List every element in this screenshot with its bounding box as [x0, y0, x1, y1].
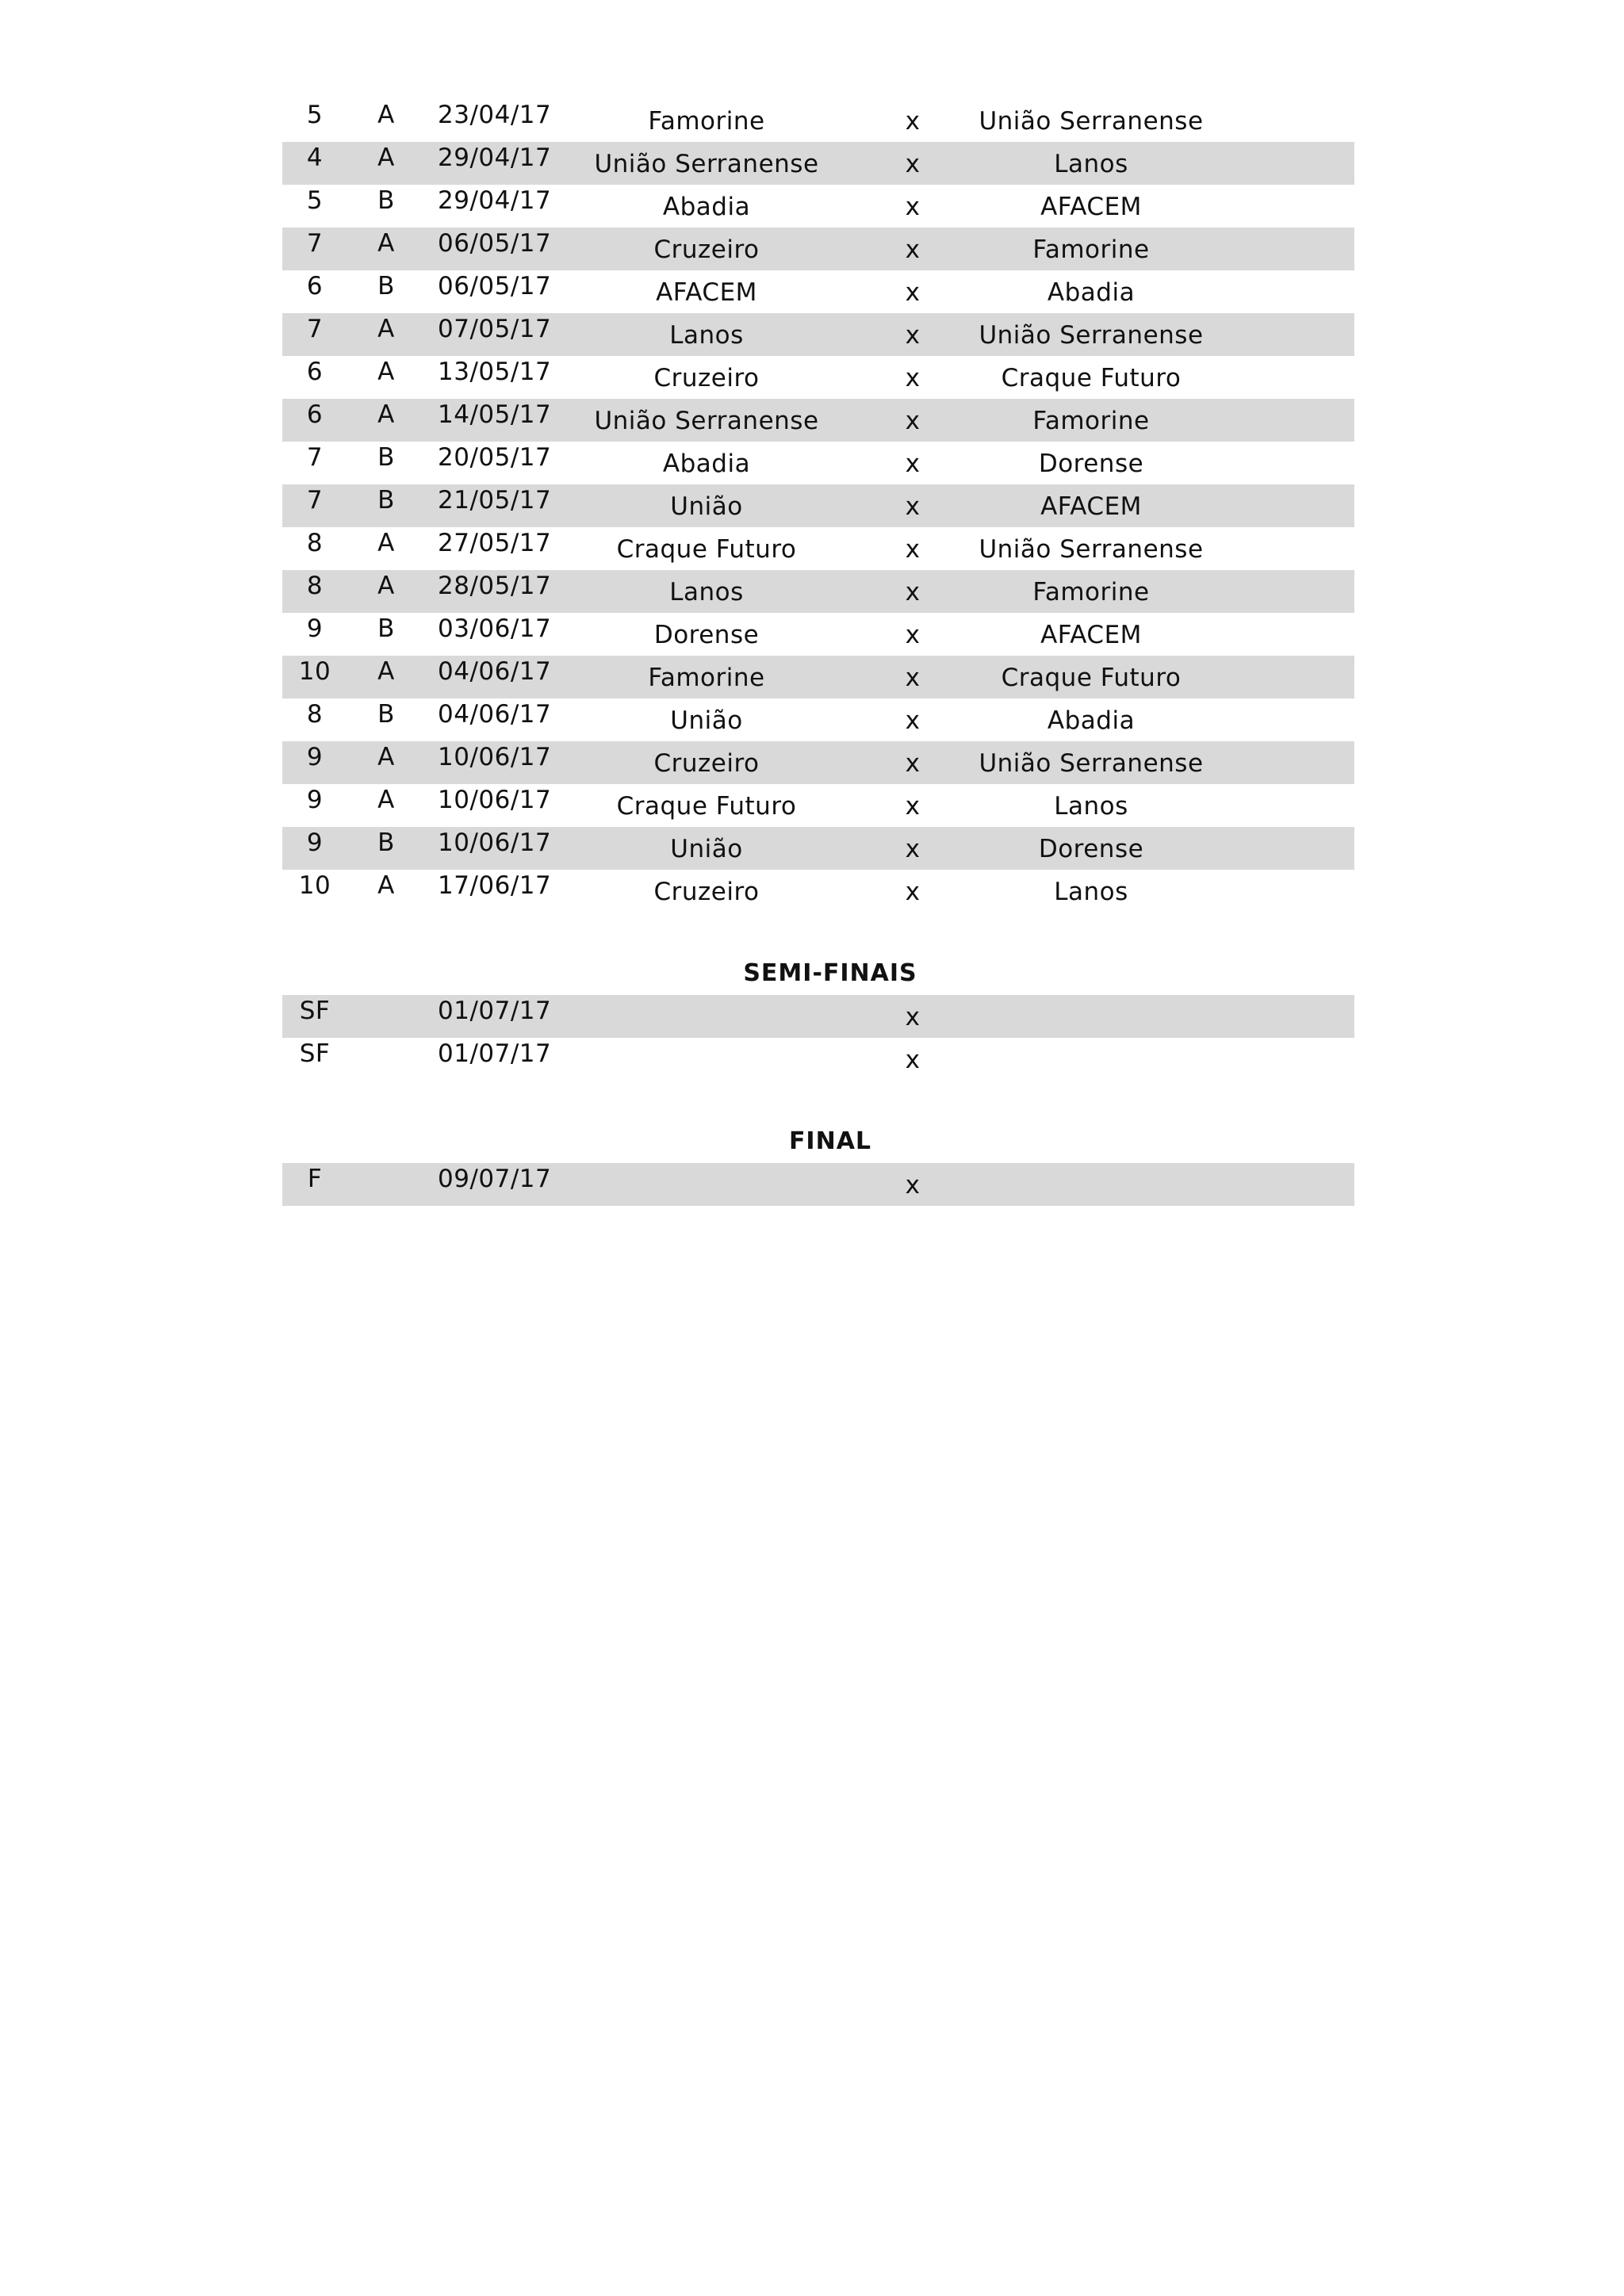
table-row — [282, 442, 1354, 484]
versus-cell: x — [905, 749, 921, 778]
date-cell: 09/07/17 — [438, 1165, 552, 1193]
home-team-cell: Cruzeiro — [653, 749, 760, 778]
round-cell: 7 — [306, 229, 324, 258]
table-row — [282, 185, 1354, 228]
final-title: FINAL — [788, 1127, 872, 1155]
date-cell: 10/06/17 — [438, 786, 552, 814]
home-team-cell: Cruzeiro — [653, 235, 760, 264]
date-cell: 13/05/17 — [438, 358, 552, 386]
table-row — [282, 142, 1354, 185]
home-team-cell: União — [670, 835, 743, 863]
date-cell: 06/05/17 — [438, 229, 552, 258]
round-cell: 7 — [306, 443, 324, 472]
table-row — [282, 698, 1354, 741]
away-team-cell: Dorense — [1038, 835, 1144, 863]
group-cell: A — [377, 358, 395, 386]
round-cell: 8 — [306, 700, 324, 729]
table-row — [282, 356, 1354, 399]
semifinals-title: SEMI-FINAIS — [743, 959, 917, 987]
away-team-cell: União Serranense — [979, 321, 1204, 350]
date-cell: 10/06/17 — [438, 743, 552, 771]
versus-cell: x — [905, 878, 921, 906]
table-row — [282, 1163, 1354, 1206]
round-cell: 6 — [306, 358, 324, 386]
versus-cell: x — [905, 407, 921, 435]
versus-cell: x — [905, 621, 921, 649]
versus-cell: x — [905, 835, 921, 863]
round-cell: 5 — [306, 101, 324, 129]
date-cell: 01/07/17 — [438, 1039, 552, 1068]
schedule-sheet — [282, 99, 1354, 1206]
date-cell: 21/05/17 — [438, 486, 552, 515]
versus-cell: x — [905, 450, 921, 478]
away-team-cell: Famorine — [1032, 235, 1150, 264]
table-row — [282, 1038, 1354, 1081]
versus-cell: x — [905, 278, 921, 307]
group-matches-table — [282, 99, 1354, 913]
date-cell: 17/06/17 — [438, 871, 552, 900]
round-cell: 9 — [306, 828, 324, 857]
group-cell: A — [377, 572, 395, 600]
round-cell: 7 — [306, 486, 324, 515]
group-cell: B — [377, 186, 395, 215]
table-row — [282, 827, 1354, 870]
table-row — [282, 570, 1354, 613]
home-team-cell: Craque Futuro — [616, 792, 797, 821]
home-team-cell: AFACEM — [656, 278, 757, 307]
round-cell: 8 — [306, 572, 324, 600]
date-cell: 03/06/17 — [438, 614, 552, 643]
table-row — [282, 784, 1354, 827]
date-cell: 23/04/17 — [438, 101, 552, 129]
versus-cell: x — [905, 193, 921, 221]
group-cell: B — [377, 614, 395, 643]
home-team-cell: União — [670, 492, 743, 521]
versus-cell: x — [905, 235, 921, 264]
home-team-cell: Cruzeiro — [653, 878, 760, 906]
group-cell: B — [377, 828, 395, 857]
away-team-cell: União Serranense — [979, 749, 1204, 778]
table-row — [282, 656, 1354, 698]
home-team-cell: Famorine — [648, 107, 765, 136]
date-cell: 06/05/17 — [438, 272, 552, 300]
away-team-cell: Abadia — [1047, 278, 1136, 307]
group-cell: B — [377, 700, 395, 729]
round-cell: SF — [299, 1039, 331, 1068]
group-cell: B — [377, 486, 395, 515]
away-team-cell: Lanos — [1054, 878, 1128, 906]
home-team-cell: Abadia — [662, 193, 751, 221]
versus-cell: x — [905, 535, 921, 564]
versus-cell: x — [905, 492, 921, 521]
date-cell: 20/05/17 — [438, 443, 552, 472]
away-team-cell: União Serranense — [979, 535, 1204, 564]
versus-cell: x — [905, 792, 921, 821]
versus-cell: x — [905, 321, 921, 350]
table-row — [282, 399, 1354, 442]
round-cell: 9 — [306, 743, 324, 771]
date-cell: 29/04/17 — [438, 144, 552, 172]
away-team-cell: Famorine — [1032, 407, 1150, 435]
versus-cell: x — [905, 150, 921, 178]
date-cell: 27/05/17 — [438, 529, 552, 557]
table-row — [282, 99, 1354, 142]
versus-cell: x — [905, 1003, 921, 1031]
date-cell: 04/06/17 — [438, 657, 552, 686]
away-team-cell: AFACEM — [1040, 621, 1142, 649]
home-team-cell: União Serranense — [594, 150, 819, 178]
table-row — [282, 995, 1354, 1038]
date-cell: 14/05/17 — [438, 400, 552, 429]
away-team-cell: AFACEM — [1040, 193, 1142, 221]
round-cell: F — [307, 1165, 323, 1193]
away-team-cell: Craque Futuro — [1001, 364, 1182, 392]
round-cell: 5 — [306, 186, 324, 215]
table-row — [282, 270, 1354, 313]
round-cell: 9 — [306, 786, 324, 814]
round-cell: 7 — [306, 315, 324, 343]
group-cell: A — [377, 400, 395, 429]
round-cell: 8 — [306, 529, 324, 557]
round-cell: 4 — [306, 144, 324, 172]
table-row — [282, 741, 1354, 784]
home-team-cell: Famorine — [648, 664, 765, 692]
home-team-cell: Dorense — [653, 621, 760, 649]
round-cell: 6 — [306, 400, 324, 429]
date-cell: 10/06/17 — [438, 828, 552, 857]
table-row — [282, 527, 1354, 570]
versus-cell: x — [905, 706, 921, 735]
away-team-cell: Famorine — [1032, 578, 1150, 607]
group-cell: A — [377, 529, 395, 557]
away-team-cell: União Serranense — [979, 107, 1204, 136]
away-team-cell: Craque Futuro — [1001, 664, 1182, 692]
home-team-cell: Lanos — [669, 578, 744, 607]
date-cell: 04/06/17 — [438, 700, 552, 729]
round-cell: SF — [299, 997, 331, 1025]
versus-cell: x — [905, 664, 921, 692]
group-cell: A — [377, 743, 395, 771]
versus-cell: x — [905, 578, 921, 607]
versus-cell: x — [905, 107, 921, 136]
away-team-cell: Lanos — [1054, 150, 1128, 178]
home-team-cell: União Serranense — [594, 407, 819, 435]
away-team-cell: Lanos — [1054, 792, 1128, 821]
group-cell: A — [377, 101, 395, 129]
home-team-cell: Lanos — [669, 321, 744, 350]
table-row — [282, 613, 1354, 656]
group-cell: A — [377, 144, 395, 172]
group-cell: A — [377, 786, 395, 814]
date-cell: 07/05/17 — [438, 315, 552, 343]
home-team-cell: Craque Futuro — [616, 535, 797, 564]
table-row — [282, 228, 1354, 270]
table-row — [282, 484, 1354, 527]
round-cell: 6 — [306, 272, 324, 300]
versus-cell: x — [905, 1171, 921, 1200]
versus-cell: x — [905, 1046, 921, 1074]
group-cell: A — [377, 657, 395, 686]
round-cell: 10 — [298, 657, 331, 686]
away-team-cell: Dorense — [1038, 450, 1144, 478]
date-cell: 29/04/17 — [438, 186, 552, 215]
table-row — [282, 313, 1354, 356]
versus-cell: x — [905, 364, 921, 392]
date-cell: 01/07/17 — [438, 997, 552, 1025]
round-cell: 9 — [306, 614, 324, 643]
away-team-cell: AFACEM — [1040, 492, 1142, 521]
group-cell: A — [377, 315, 395, 343]
semifinals-table — [282, 995, 1354, 1081]
group-cell: B — [377, 443, 395, 472]
group-cell: A — [377, 229, 395, 258]
date-cell: 28/05/17 — [438, 572, 552, 600]
group-cell: A — [377, 871, 395, 900]
group-cell: B — [377, 272, 395, 300]
table-row — [282, 870, 1354, 913]
round-cell: 10 — [298, 871, 331, 900]
final-table — [282, 1163, 1354, 1206]
home-team-cell: União — [670, 706, 743, 735]
away-team-cell: Abadia — [1047, 706, 1136, 735]
home-team-cell: Abadia — [662, 450, 751, 478]
home-team-cell: Cruzeiro — [653, 364, 760, 392]
